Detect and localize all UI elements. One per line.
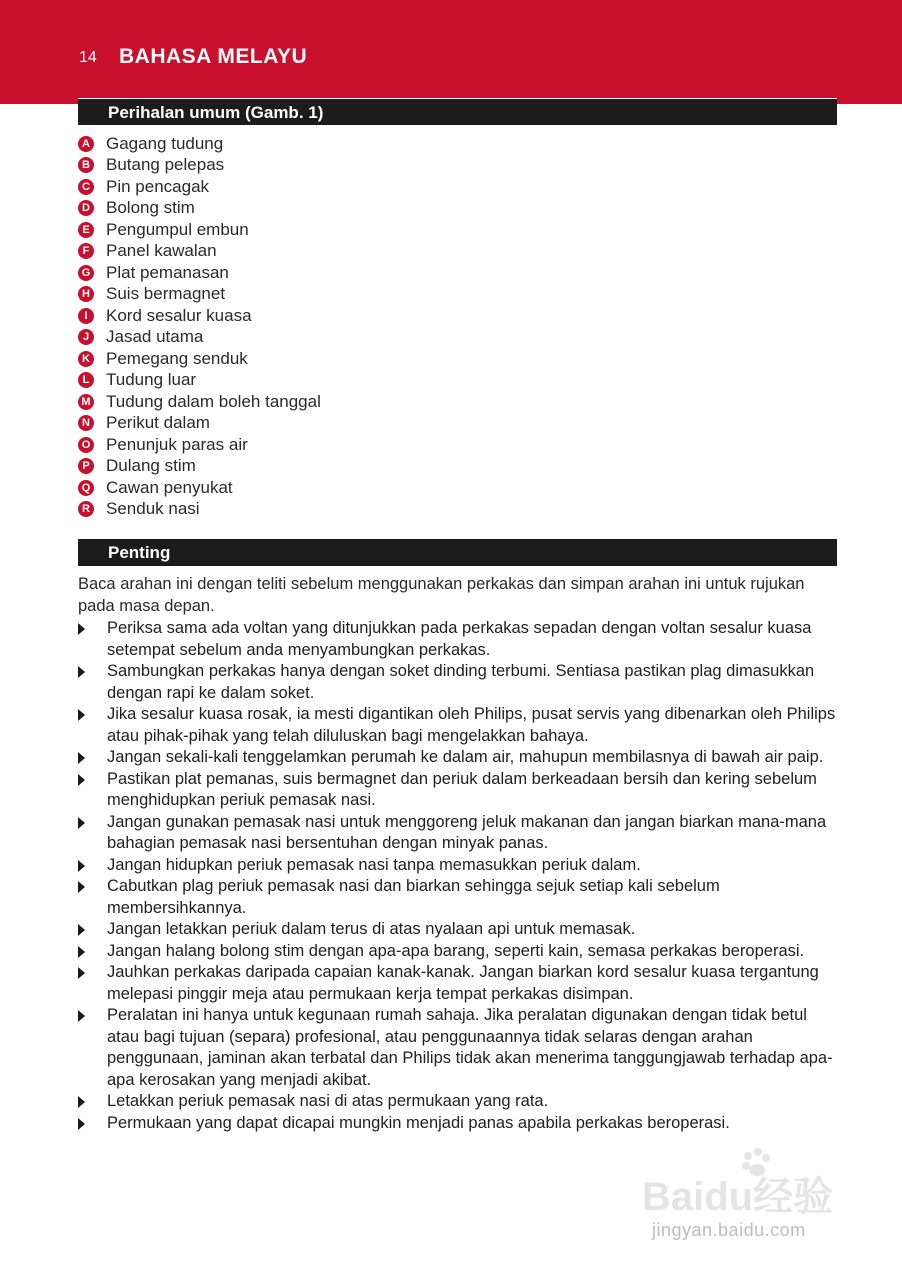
part-label: Perikut dalam	[106, 413, 210, 433]
part-letter-badge: G	[78, 265, 94, 281]
section-heading-general: Perihalan umum (Gamb. 1)	[78, 98, 837, 125]
parts-list	[78, 133, 321, 520]
bullet-text: Jangan sekali-kali tenggelamkan perumah ke dalam air, mahupun membilasnya di bawah air paip.	[107, 748, 824, 766]
part-item	[78, 133, 321, 155]
part-letter-badge: Q	[78, 480, 94, 496]
part-label: Panel kawalan	[106, 241, 217, 261]
part-item	[78, 434, 321, 456]
part-letter-badge: N	[78, 415, 94, 431]
part-letter-badge: J	[78, 329, 94, 345]
page-number: 14	[79, 49, 97, 66]
part-item	[78, 327, 321, 349]
bullet-text: Permukaan yang dapat dicapai mungkin menjadi panas apabila perkakas beroperasi.	[107, 1113, 730, 1132]
watermark-url: jingyan.baidu.com	[652, 1220, 806, 1240]
part-letter-badge: L	[78, 372, 94, 388]
part-label: Jasad utama	[106, 327, 204, 347]
section-heading-important: Penting	[78, 539, 837, 566]
part-letter-badge: B	[78, 157, 94, 173]
bullet-text: Jangan letakkan periuk dalam terus di atas nyalaan api untuk memasak.	[107, 920, 636, 938]
part-label: Senduk nasi	[106, 499, 200, 519]
bullet-text: Periksa sama ada voltan yang ditunjukkan pada perkakas sepadan dengan voltan sesalur kuasa setempat sebelum anda menyambungkan perkakas.	[107, 619, 812, 659]
safety-bullet	[78, 769, 838, 812]
part-letter-badge: C	[78, 179, 94, 195]
part-item	[78, 456, 321, 478]
part-letter-badge: P	[78, 458, 94, 474]
safety-bullet	[78, 855, 838, 877]
header-bar	[0, 0, 902, 104]
part-label: Gagang tudung	[106, 133, 224, 153]
safety-bullet-list	[78, 618, 838, 1134]
part-item	[78, 499, 321, 521]
safety-bullet	[78, 919, 838, 941]
part-label: Suis bermagnet	[106, 284, 226, 304]
safety-bullet	[78, 704, 838, 747]
safety-bullet	[78, 1113, 838, 1135]
intro-paragraph: Baca arahan ini dengan teliti sebelum menggunakan perkakas dan simpan arahan ini untuk rujukan pada masa depan.	[78, 575, 805, 615]
part-letter-badge: E	[78, 222, 94, 238]
part-label: Pengumpul embun	[106, 219, 249, 239]
part-letter-badge: D	[78, 200, 94, 216]
bullet-arrow-icon	[78, 967, 85, 979]
part-label: Penunjuk paras air	[106, 434, 248, 454]
bullet-arrow-icon	[78, 1118, 85, 1130]
part-item	[78, 348, 321, 370]
part-label: Butang pelepas	[106, 155, 225, 175]
part-letter-badge: R	[78, 501, 94, 517]
part-letter-badge: F	[78, 243, 94, 259]
bullet-text: Sambungkan perkakas hanya dengan soket dinding terbumi. Sentiasa pastikan plag dimasukkan dengan rapi ke dalam soket.	[107, 662, 815, 702]
bullet-text: Jangan gunakan pemasak nasi untuk menggoreng jeluk makanan dan jangan biarkan mana-mana bahagian pemasak nasi bersentuhan dengan minyak panas.	[107, 812, 827, 852]
part-item	[78, 155, 321, 177]
part-letter-badge: A	[78, 136, 94, 152]
bullet-arrow-icon	[78, 924, 85, 936]
safety-bullet	[78, 812, 838, 855]
part-label: Cawan penyukat	[106, 477, 233, 497]
part-item	[78, 198, 321, 220]
bullet-arrow-icon	[78, 709, 85, 721]
bullet-arrow-icon	[78, 752, 85, 764]
part-label: Pin pencagak	[106, 176, 210, 196]
part-item	[78, 413, 321, 435]
part-letter-badge: O	[78, 437, 94, 453]
safety-bullet	[78, 1005, 838, 1091]
part-letter-badge: M	[78, 394, 94, 410]
bullet-text: Jangan halang bolong stim dengan apa-apa barang, seperti kain, semasa perkakas beroperasi.	[107, 941, 805, 960]
part-letter-badge: H	[78, 286, 94, 302]
part-letter-badge: I	[78, 308, 94, 324]
bullet-arrow-icon	[78, 623, 85, 635]
part-item	[78, 477, 321, 499]
safety-bullet	[78, 941, 838, 963]
watermark-text: Baidu经验	[642, 1175, 834, 1219]
bullet-arrow-icon	[78, 860, 85, 872]
bullet-arrow-icon	[78, 881, 85, 893]
safety-bullet	[78, 876, 838, 919]
part-item	[78, 176, 321, 198]
part-item	[78, 391, 321, 413]
safety-bullet	[78, 618, 838, 661]
part-label: Tudung dalam boleh tanggal	[106, 391, 321, 411]
bullet-arrow-icon	[78, 774, 85, 786]
bullet-text: Pastikan plat pemanas, suis bermagnet dan periuk dalam berkeadaan bersih dan kering sebelum menghidupkan periuk pemasak nasi.	[107, 769, 817, 809]
bullet-arrow-icon	[78, 666, 85, 678]
part-item	[78, 262, 321, 284]
part-item	[78, 305, 321, 327]
part-item	[78, 284, 321, 306]
part-label: Pemegang senduk	[106, 348, 248, 368]
safety-bullet	[78, 661, 838, 704]
part-label: Plat pemanasan	[106, 262, 229, 282]
part-item	[78, 219, 321, 241]
part-item	[78, 370, 321, 392]
bullet-arrow-icon	[78, 817, 85, 829]
bullet-arrow-icon	[78, 946, 85, 958]
bullet-text: Cabutkan plag periuk pemasak nasi dan biarkan sehingga sejuk setiap kali sebelum membersihkannya.	[107, 877, 720, 917]
part-letter-badge: K	[78, 351, 94, 367]
bullet-text: Jika sesalur kuasa rosak, ia mesti digantikan oleh Philips, pusat servis yang dibenarkan oleh Philips atau pihak-pihak yang telah diluluskan bagi mengelakkan bahaya.	[107, 705, 836, 745]
bullet-arrow-icon	[78, 1096, 85, 1108]
part-label: Bolong stim	[106, 198, 195, 218]
safety-bullet	[78, 1091, 838, 1113]
bullet-text: Jauhkan perkakas daripada capaian kanak-kanak. Jangan biarkan kord sesalur kuasa tergantung melepasi pinggir meja atau permukaan kerja tempat perkakas disimpan.	[107, 963, 819, 1003]
language-title: BAHASA MELAYU	[119, 45, 308, 68]
part-label: Tudung luar	[106, 370, 197, 390]
part-label: Dulang stim	[106, 456, 196, 476]
safety-bullet	[78, 747, 838, 769]
bullet-arrow-icon	[78, 1010, 85, 1022]
bullet-text: Jangan hidupkan periuk pemasak nasi tanpa memasukkan periuk dalam.	[107, 855, 641, 874]
part-label: Kord sesalur kuasa	[106, 305, 252, 325]
bullet-text: Letakkan periuk pemasak nasi di atas permukaan yang rata.	[107, 1092, 549, 1110]
part-item	[78, 241, 321, 263]
bullet-text: Peralatan ini hanya untuk kegunaan rumah sahaja. Jika peralatan digunakan dengan tidak betul atau bagi tujuan (separa) profesional, atau penggunaannya tidak selaras dengan arahan penggunaan, jaminan akan terbatal dan Philips tidak akan menerima tanggungjawab terhadap apa-apa kerosakan yang menjadi akibat.	[107, 1006, 833, 1089]
safety-bullet	[78, 962, 838, 1005]
